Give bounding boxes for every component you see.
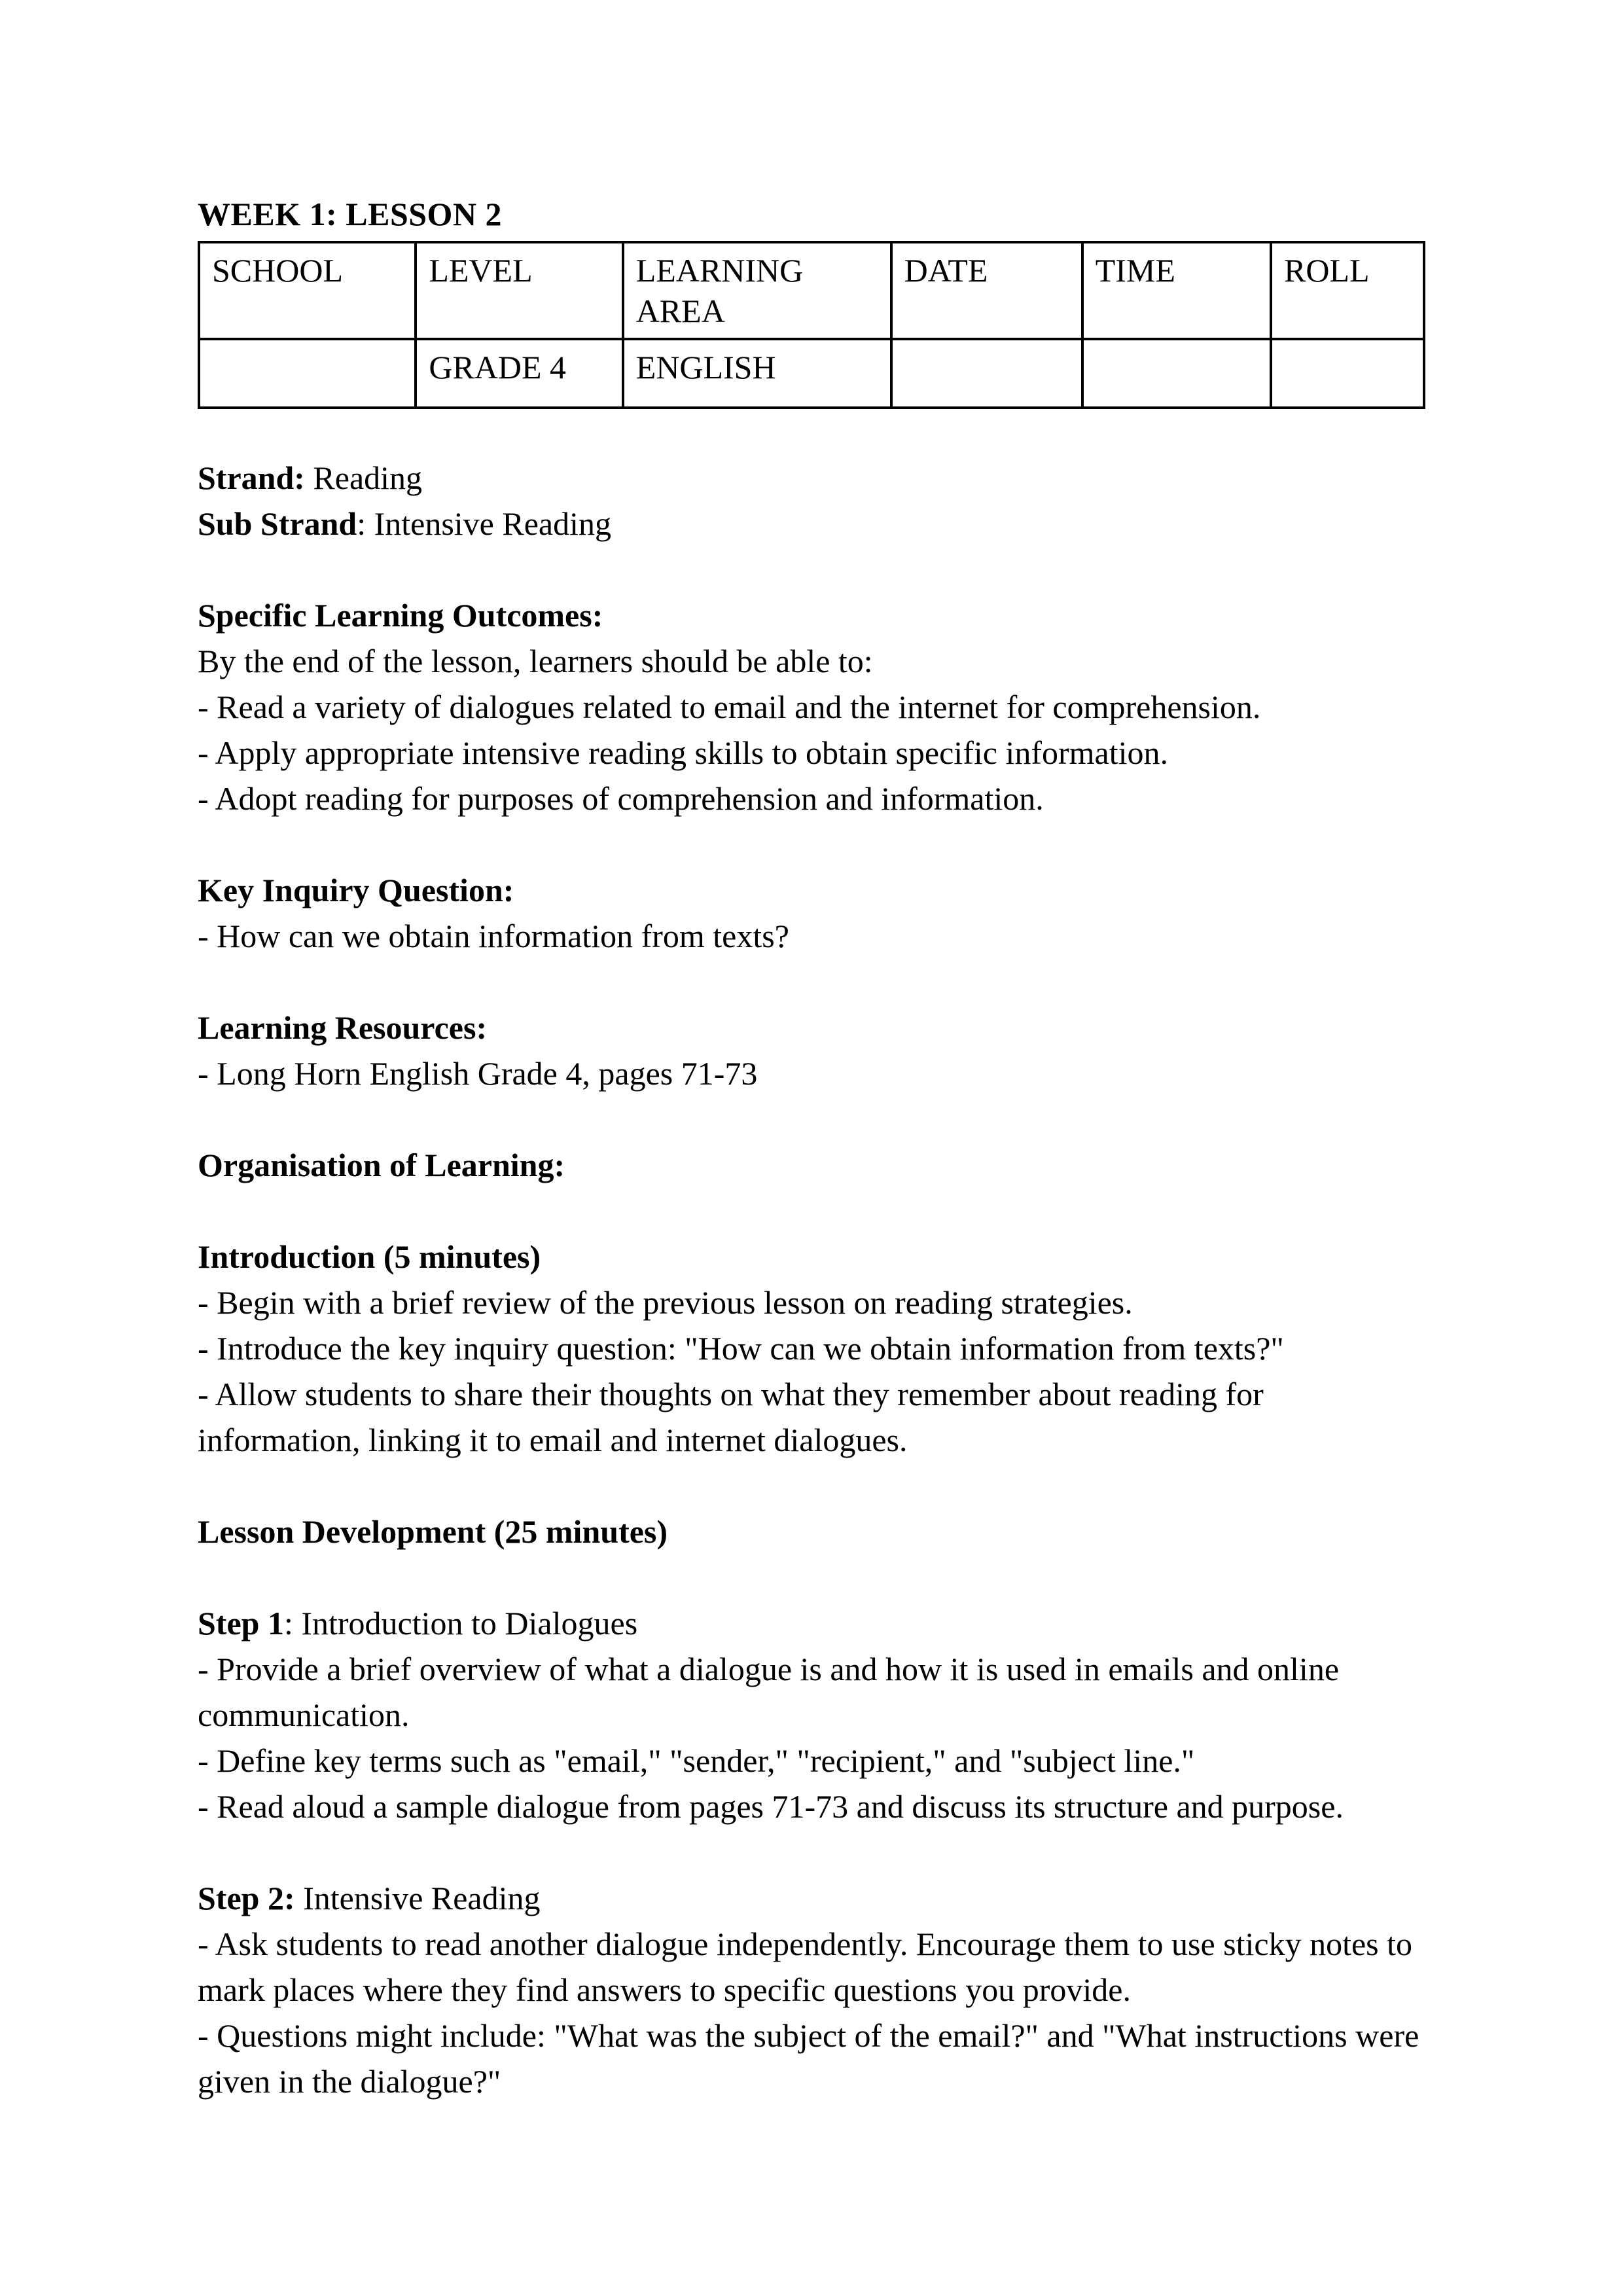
paragraph — [198, 913, 1425, 959]
paragraph-bold-text: Organisation of Learning: — [198, 1147, 565, 1183]
table-cell — [1271, 339, 1424, 408]
table-data-row — [199, 339, 1424, 408]
paragraph — [198, 1142, 1425, 1188]
paragraph — [198, 867, 1425, 913]
paragraph — [198, 1738, 1425, 1784]
paragraph — [198, 1875, 1425, 1921]
paragraph-bold-text: Step 1 — [198, 1605, 284, 1641]
paragraph-bold-text: Introduction (5 minutes) — [198, 1238, 541, 1275]
paragraph — [198, 1280, 1425, 1325]
paragraph-text: Reading — [304, 459, 423, 496]
paragraph — [198, 730, 1425, 776]
paragraph-text: - Define key terms such as "email," "sender," "recipient," and "subject line." — [198, 1742, 1195, 1779]
paragraph-bold-text: Learning Resources: — [198, 1009, 488, 1046]
paragraph-text: - Begin with a brief review of the previous lesson on reading strategies. — [198, 1284, 1133, 1321]
paragraph-text: By the end of the lesson, learners should be able to: — [198, 643, 873, 679]
paragraph — [198, 638, 1425, 684]
paragraph — [198, 776, 1425, 821]
paragraph-text: - Long Horn English Grade 4, pages 71-73 — [198, 1055, 758, 1092]
paragraph-bold-text: Step 2: — [198, 1880, 295, 1916]
paragraph-bold-text: Lesson Development (25 minutes) — [198, 1513, 668, 1550]
paragraph-text: - Read aloud a sample dialogue from pages 71-73 and discuss its structure and purpose. — [198, 1788, 1344, 1825]
paragraph — [198, 592, 1425, 638]
table-cell: GRADE 4 — [416, 339, 622, 408]
paragraph-text: - Ask students to read another dialogue independently. Encourage them to use sticky notes to mark places where they find answers to specific questions you provide. — [198, 1926, 1413, 2008]
paragraph-text: - Questions might include: "What was the subject of the email?" and "What instructions were given in the dialogue?" — [198, 2017, 1419, 2100]
paragraph-text: - Adopt reading for purposes of comprehension and information. — [198, 780, 1044, 817]
table-header-cell: DATE — [891, 242, 1082, 339]
table-cell: ENGLISH — [623, 339, 891, 408]
paragraph — [198, 1371, 1425, 1463]
table-cell — [199, 339, 416, 408]
paragraph — [198, 1325, 1425, 1371]
paragraph — [198, 455, 1425, 501]
table-header-cell: LEARNING AREA — [623, 242, 891, 339]
paragraph-bold-text: Strand: — [198, 459, 305, 496]
paragraph — [198, 501, 1425, 547]
table-cell — [1082, 339, 1271, 408]
table-header-cell: ROLL — [1271, 242, 1424, 339]
paragraph-bold-text: Specific Learning Outcomes: — [198, 597, 603, 634]
paragraph-text: : Introduction to Dialogues — [283, 1605, 638, 1641]
paragraph-text: Intensive Reading — [294, 1880, 541, 1916]
paragraph-text: : Intensive Reading — [357, 505, 611, 542]
paragraph — [198, 1646, 1425, 1738]
table-header-cell: LEVEL — [416, 242, 622, 339]
paragraph-bold-text: Key Inquiry Question: — [198, 872, 514, 908]
paragraph — [198, 1784, 1425, 1829]
paragraph — [198, 1005, 1425, 1050]
paragraph — [198, 1509, 1425, 1554]
page-title: WEEK 1: LESSON 2 — [198, 196, 503, 232]
paragraph — [198, 1600, 1425, 1646]
table-header-cell: TIME — [1082, 242, 1271, 339]
paragraph — [198, 1050, 1425, 1096]
document-body — [198, 455, 1425, 2104]
paragraph-text: - Provide a brief overview of what a dialogue is and how it is used in emails and online communication. — [198, 1651, 1340, 1733]
paragraph-text: - Apply appropriate intensive reading skills to obtain specific information. — [198, 734, 1168, 771]
paragraph — [198, 2013, 1425, 2104]
paragraph-bold-text: Sub Strand — [198, 505, 357, 542]
table-header-cell: SCHOOL — [199, 242, 416, 339]
paragraph-text: - Allow students to share their thoughts on what they remember about reading for information, linking it to email and internet dialogues. — [198, 1376, 1264, 1458]
paragraph — [198, 684, 1425, 730]
paragraph — [198, 1234, 1425, 1280]
table-header-row — [199, 242, 1424, 339]
paragraph-text: - How can we obtain information from texts? — [198, 918, 789, 954]
paragraph — [198, 1921, 1425, 2013]
paragraph-text: - Introduce the key inquiry question: "How can we obtain information from texts?" — [198, 1330, 1284, 1367]
lesson-info-table — [198, 241, 1425, 409]
table-cell — [891, 339, 1082, 408]
paragraph-text: - Read a variety of dialogues related to email and the internet for comprehension. — [198, 689, 1261, 725]
